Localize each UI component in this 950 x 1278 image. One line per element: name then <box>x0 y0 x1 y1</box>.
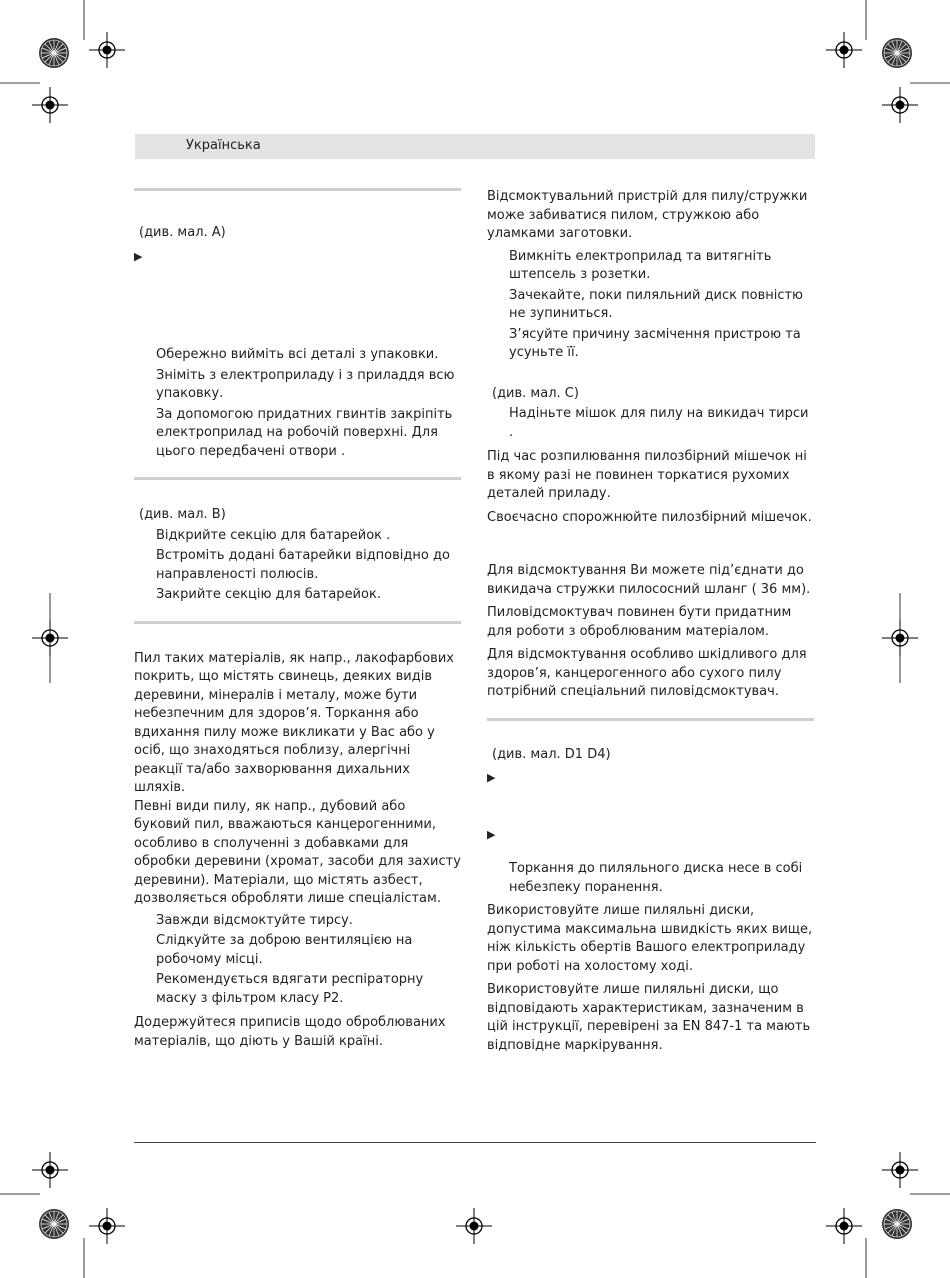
left-column <box>134 188 461 1051</box>
step-item: Торкання до пиляльного диска несе в собі небезпеку поранення. <box>509 861 803 895</box>
registration-mark-icon <box>826 32 862 68</box>
step-item: Слідкуйте за доброю вентиляцією на робочому місці. <box>156 933 413 967</box>
registration-mark-icon <box>826 1208 862 1244</box>
step-item: За допомогою придатних гвинтів закріпіть електроприлад на робочій поверхні. Для цього передбачені отвори . <box>156 406 453 459</box>
dust-warning-paragraph: Пил таких матеріалів, як напр., лакофарбових покрить, що містять свинець, деяких видів деревини, мінералів і металу, може бути небезпечним для здоров’я. Торкання або вдихання пилу може викликати у Вас або у осіб, що знаходяться поблизу, алергічні реакції та/або захворювання дихальних шляхів. <box>134 650 454 795</box>
paragraph: Для відсмоктування Ви можете під’єднати до викидача стружки пилососний шланг ( 36 мм). <box>487 563 811 597</box>
step-item: Встроміть додані батарейки відповідно до направленості полюсів. <box>156 548 450 582</box>
sunburst-icon <box>39 1209 69 1239</box>
paragraph: Під час розпилювання пилозбірний мішечок ні в якому разі не повинен торкатися рухомих деталей приладу. <box>487 449 807 501</box>
figure-reference: (див. мал. A) <box>139 225 226 240</box>
step-item: Надіньте мішок для пилу на викидач тирси . <box>509 406 809 440</box>
footer-rule <box>134 1142 816 1143</box>
section-rule <box>134 621 461 624</box>
paragraph: Для відсмоктування особливо шкідливого для здоров’я, канцерогенного або сухого пилу потрібний спеціальний пиловідсмоктувач. <box>487 647 807 699</box>
section-rule <box>134 188 461 191</box>
sunburst-icon <box>882 1209 912 1239</box>
warning-icon: ▶ <box>487 827 496 841</box>
registration-mark-icon <box>882 620 918 656</box>
step-item: Відкрийте секцію для батарейок . <box>156 527 391 543</box>
figure-reference: (див. мал. B) <box>139 507 226 522</box>
registration-mark-icon <box>89 32 125 68</box>
right-column <box>487 188 814 1055</box>
language-label: Українська <box>186 138 261 153</box>
paragraph: Додержуйтеся приписів щодо оброблюваних матеріалів, що діють у Вашій країні. <box>134 1015 446 1049</box>
language-header <box>135 134 815 159</box>
registration-mark-icon <box>89 1208 125 1244</box>
sunburst-icon <box>882 38 912 68</box>
registration-mark-icon <box>32 87 68 123</box>
step-item: З’ясуйте причину засмічення пристрою та усуньте її. <box>509 326 801 360</box>
step-item: Рекомендується вдягати респіраторну маску з фільтром класу P2. <box>156 972 424 1006</box>
registration-mark-icon <box>882 87 918 123</box>
figure-reference: (див. мал. D1 D4) <box>492 746 611 762</box>
step-item: Вимкніть електроприлад та витягніть штепсель з розетки. <box>509 248 772 282</box>
warning-icon: ▶ <box>134 249 143 263</box>
registration-mark-icon <box>456 1208 492 1244</box>
paragraph: Використовуйте лише пиляльні диски, що відповідають характеристикам, зазначеним в цій інструкції, перевірені за EN 847-1 та мають відповідне маркірування. <box>487 982 811 1053</box>
step-item: Обережно вийміть всі деталі з упаковки. <box>156 347 439 362</box>
step-item: Зніміть з електроприладу і з приладдя всю упаковку. <box>156 367 455 401</box>
sunburst-icon <box>39 38 69 68</box>
section-rule <box>487 718 814 721</box>
figure-reference: (див. мал. C) <box>492 385 579 401</box>
step-item: Закрийте секцію для батарейок. <box>156 587 381 602</box>
step-item: Завжди відсмоктуйте тирсу. <box>156 912 353 928</box>
warning-icon: ▶ <box>487 771 496 784</box>
paragraph: Використовуйте лише пиляльні диски, допустима максимальна швидкість яких вище, ніж кількість обертів Вашого електроприладу при роботі на холостому ході. <box>487 903 813 974</box>
registration-mark-icon <box>32 1152 68 1188</box>
registration-mark-icon <box>32 620 68 656</box>
paragraph: Своєчасно спорожнюйте пилозбірний мішечок. <box>487 509 812 525</box>
paragraph: Пиловідсмоктувач повинен бути придатним для роботи з оброблюваним матеріалом. <box>487 605 792 639</box>
registration-mark-icon <box>882 1152 918 1188</box>
dust-warning-paragraph: Певні види пилу, як напр., дубовий або буковий пил, вважаються канцерогенними, особливо в сполученні з добавками для обробки деревини (хромат, засоби для захисту деревини). Матеріали, що містять азбест, дозволяється обробляти лише спеціалістам. <box>134 798 461 906</box>
step-item: Зачекайте, поки пиляльний диск повністю не зупиниться. <box>509 287 804 321</box>
section-rule <box>134 477 461 480</box>
paragraph: Відсмоктувальний пристрій для пилу/стружки може забиватися пилом, стружкою або уламками заготовки. <box>487 189 808 241</box>
